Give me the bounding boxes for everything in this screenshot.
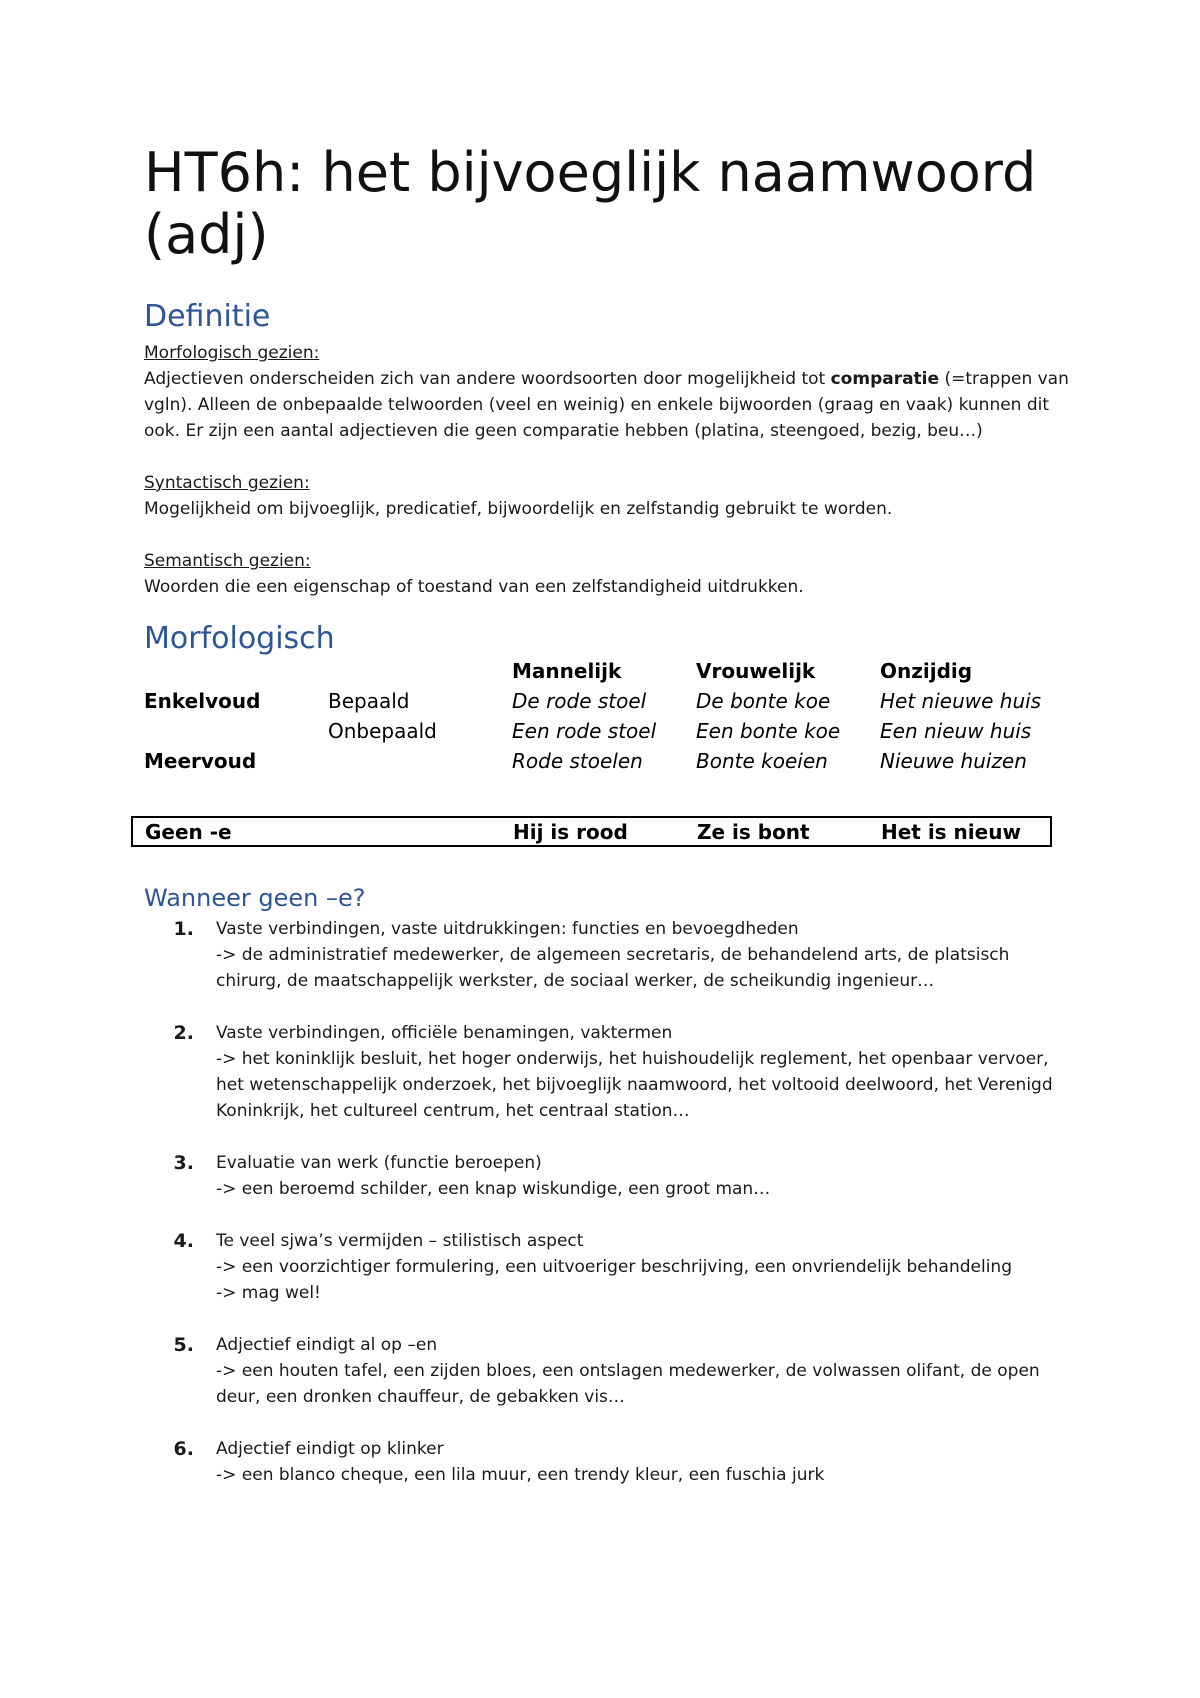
list-item: 4. Te veel sjwa’s vermijden – stilistisch aspect -> een voorzichtiger formulering, een uitvoeriger beschrijving, een onvriendelijk behandeling -> mag wel!: [173, 1230, 1012, 1303]
numbered-list: [144, 916, 1074, 1514]
heading-morfologisch: Morfologisch: [144, 621, 335, 656]
morfologisch-paragraph: Adjectieven onderscheiden zich van andere woordsoorten door mogelijkheid tot comparatie (=trappen van vgln). Alleen de onbepaalde telwoorden (veel en weinig) en enkele bijwoorden (graag en vaak) kunnen dit ook. Er zijn een aantal adjectieven die geen comparatie hebben (platina, steengoed, bezig, beu…): [144, 369, 1069, 441]
list-item: 1. Vaste verbindingen, vaste uitdrukkingen: functies en bevoegdheden -> de administratief medewerker, de algemeen secretaris, de behandelend arts, de platsisch chirurg, de maatschappelijk werkster, de sociaal werker, de scheikundig ingenieur…: [173, 918, 1010, 991]
list-item: 3. Evaluatie van werk (functie beroepen) -> een beroemd schilder, een knap wiskundige, een groot man…: [173, 1152, 771, 1199]
label-morfologisch-gezien: Morfologisch gezien:: [144, 343, 320, 363]
header-onzijdig: Onzijdig: [880, 659, 973, 683]
list-item: 5. Adjectief eindigt al op –en -> een houten tafel, een zijden bloes, een ontslagen medewerker, de volwassen olifant, de open deur, een dronken chauffeur, de gebakken vis…: [173, 1334, 1040, 1407]
geen-e-boxed-row: Geen -e Hij is rood Ze is bont Het is nieuw: [131, 816, 1052, 847]
table-header-row: [144, 656, 1064, 686]
table-row: Enkelvoud Bepaald De rode stoel De bonte koe Het nieuwe huis: [144, 689, 1042, 713]
header-mannelijk: Mannelijk: [512, 659, 622, 683]
inflection-table: [144, 656, 1064, 776]
definitie-section: [144, 340, 1074, 600]
table-row: Onbepaald Een rode stoel Een bonte koe Een nieuw huis: [328, 719, 1032, 743]
label-semantisch-gezien: Semantisch gezien:: [144, 551, 311, 571]
table-row: Meervoud Rode stoelen Bonte koeien Nieuwe huizen: [144, 749, 1027, 773]
list-item: 2. Vaste verbindingen, officiële benamingen, vaktermen -> het koninklijk besluit, het hoger onderwijs, het huishoudelijk reglement, het openbaar vervoer, het wetenschappelijk onderzoek, het bijvoeglijk naamwoord, het voltooid deelwoord, het Verenigd Koninkrijk, het cultureel centrum, het centraal station…: [173, 1022, 1053, 1121]
semantisch-paragraph: Woorden die een eigenschap of toestand van een zelfstandigheid uitdrukken.: [144, 577, 804, 597]
syntactisch-paragraph: Mogelijkheid om bijvoeglijk, predicatief, bijwoordelijk en zelfstandig gebruikt te worden.: [144, 499, 893, 519]
document-title: HT6h: het bijvoeglijk naamwoord (adj): [144, 141, 1037, 266]
heading-definitie: Definitie: [144, 299, 271, 334]
list-item: 6. Adjectief eindigt op klinker -> een blanco cheque, een lila muur, een trendy kleur, een fuschia jurk: [173, 1438, 825, 1485]
label-syntactisch-gezien: Syntactisch gezien:: [144, 473, 310, 493]
heading-wanneer-geen-e: Wanneer geen –e?: [144, 884, 366, 912]
header-vrouwelijk: Vrouwelijk: [696, 659, 816, 683]
